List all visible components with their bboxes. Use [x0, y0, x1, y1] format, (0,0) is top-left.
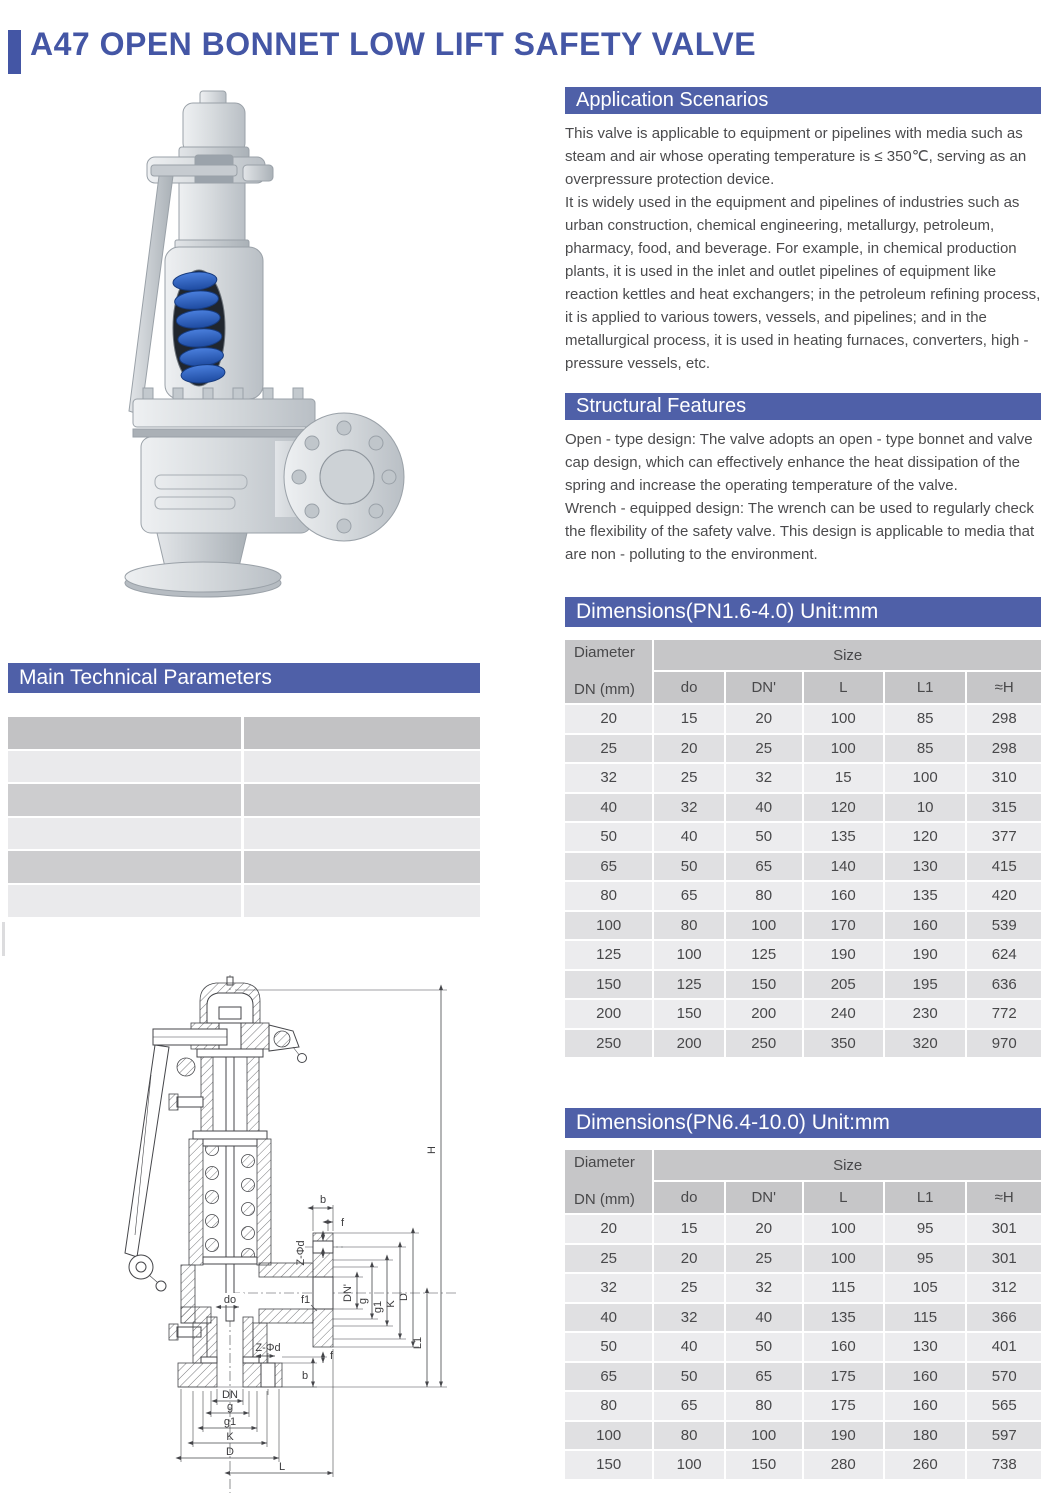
dimensions-table-pn16-40	[565, 640, 1041, 1057]
table-cell: 50	[726, 823, 802, 851]
header-cell-l1: L1	[885, 672, 965, 703]
drawing-top-nut	[219, 1007, 241, 1019]
page-edge-mark	[2, 922, 5, 956]
page-title: A47 OPEN BONNET LOW LIFT SAFETY VALVE	[30, 26, 757, 62]
table-cell: 160	[804, 882, 883, 910]
table-cell: 150	[565, 971, 652, 999]
application-paragraph-2: It is widely used in the equipment and pipelines of industries such as urban construction, chemical engineering, metallurgy, petroleum, pharmacy, food, and beverage. For example, in chemical production plants, it is used in the inlet and outlet pipelines of equipment like reaction kettles and heat exchangers; in the petroleum refining process, it is applied to various towers, vessels, and pipelines; and in the metallurgical process, it is used in heating furnaces, converters, high - pressure vessels, etc.	[565, 194, 1041, 372]
structural-paragraph-2: Wrench - equipped design: The wrench can be used to regularly check the flexibility of the safety valve. This design is applicable to media that are non - polluting to the environment.	[565, 500, 1035, 563]
table-cell: 310	[967, 764, 1041, 792]
header-cell-size-group: Size	[654, 640, 1041, 670]
table-cell: 570	[967, 1363, 1041, 1391]
table-cell: 135	[804, 823, 883, 851]
dim-label-K-right: K	[385, 1300, 397, 1308]
table-cell: 100	[565, 912, 652, 940]
table-cell: 738	[967, 1451, 1041, 1479]
table-cell: 624	[967, 941, 1041, 969]
table-cell: 20	[565, 705, 652, 733]
table-cell: 105	[885, 1274, 965, 1302]
table-cell: 772	[967, 1000, 1041, 1028]
section-title: Main Technical Parameters	[19, 666, 272, 689]
table-cell: 100	[654, 941, 724, 969]
table-cell: 160	[885, 1363, 965, 1391]
table-cell: 415	[967, 853, 1041, 881]
table-cell: 15	[654, 705, 724, 733]
table-cell: 130	[885, 853, 965, 881]
table-cell: 160	[804, 1333, 883, 1361]
table-header	[565, 640, 1041, 703]
header-cell-size-group: Size	[654, 1150, 1041, 1180]
table-cell: 85	[885, 705, 965, 733]
table-cell	[244, 885, 480, 917]
table-cell: 50	[565, 1333, 652, 1361]
table-cell: 32	[565, 764, 652, 792]
table-cell: 170	[804, 912, 883, 940]
dim-label-b-bottom: b	[301, 1370, 309, 1382]
header-cell-do: do	[654, 1182, 724, 1213]
dimensions-table-pn64-100	[565, 1150, 1041, 1479]
table-cell: 85	[885, 735, 965, 763]
table-cell: 20	[726, 705, 802, 733]
table-cell: 25	[726, 735, 802, 763]
section-header-parameters	[8, 663, 480, 693]
table-cell: 100	[885, 764, 965, 792]
photo-lever-bar	[151, 165, 237, 176]
application-text	[565, 122, 1043, 375]
header-cell-diameter: Diameter DN (mm)	[565, 640, 652, 703]
table-cell: 50	[726, 1333, 802, 1361]
table-cell: 115	[885, 1304, 965, 1332]
dim-label-f-bottom: f	[330, 1350, 334, 1362]
dim-label-g1: g1	[223, 1416, 237, 1428]
table-cell: 32	[726, 764, 802, 792]
table-cell: 100	[726, 912, 802, 940]
table-body	[565, 705, 1041, 1057]
table-cell	[8, 818, 241, 850]
table-cell: 20	[654, 735, 724, 763]
table-cell: 65	[565, 1363, 652, 1391]
table-cell: 200	[654, 1030, 724, 1058]
table-cell: 240	[804, 1000, 883, 1028]
table-cell: 597	[967, 1422, 1041, 1450]
table-cell: 125	[654, 971, 724, 999]
table-cell: 40	[654, 1333, 724, 1361]
table-cell: 10	[885, 794, 965, 822]
section-title: Dimensions(PN1.6-4.0) Unit:mm	[576, 600, 879, 623]
section-title: Application Scenarios	[576, 89, 769, 111]
valve-photo	[95, 85, 490, 605]
table-body	[565, 1215, 1041, 1479]
table-cell: 160	[885, 1392, 965, 1420]
drawing-bonnet-post-left	[201, 1057, 213, 1131]
table-cell: 250	[726, 1030, 802, 1058]
structural-paragraph-1: Open - type design: The valve adopts an open - type bonnet and valve cap design, which can effectively enhance the heat dissipation of the spring and increase the operating temperature of the valve.	[565, 431, 1033, 494]
table-cell: 20	[565, 1215, 652, 1243]
valve-technical-drawing	[85, 955, 465, 1500]
table-cell: 200	[565, 1000, 652, 1028]
table-cell: 15	[804, 764, 883, 792]
application-paragraph-1: This valve is applicable to equipment or pipelines with media such as steam and air whose operating temperature is ≤ 350℃, serving as an overpressure protection device.	[565, 125, 1027, 188]
table-cell: 15	[654, 1215, 724, 1243]
drawing-adjust-bolt	[177, 1097, 203, 1107]
table-cell: 80	[565, 1392, 652, 1420]
table-cell: 80	[565, 882, 652, 910]
header-cell-h: ≈H	[967, 672, 1041, 703]
table-cell: 120	[885, 823, 965, 851]
table-cell: 280	[804, 1451, 883, 1479]
dim-label-D-right: D	[398, 1293, 410, 1301]
table-cell	[8, 717, 241, 749]
dim-label-K: K	[226, 1431, 234, 1443]
table-cell: 100	[654, 1451, 724, 1479]
table-cell: 315	[967, 794, 1041, 822]
table-cell: 80	[726, 882, 802, 910]
table-cell: 125	[726, 941, 802, 969]
drawing-seat-wall-left	[207, 1317, 217, 1363]
table-cell: 80	[726, 1392, 802, 1420]
header-cell-l: L	[804, 672, 883, 703]
drawing-chamber-wall-left	[189, 1139, 203, 1265]
drawing-bonnet-post-right	[247, 1057, 259, 1131]
table-cell: 260	[885, 1451, 965, 1479]
table-cell: 312	[967, 1274, 1041, 1302]
drawing-outlet-wall-bottom	[259, 1309, 313, 1323]
dim-label-DN-prime: DN'	[342, 1284, 354, 1302]
table-cell: 115	[804, 1274, 883, 1302]
table-cell: 420	[967, 882, 1041, 910]
dim-label-b-top: b	[319, 1194, 327, 1206]
table-cell: 190	[885, 941, 965, 969]
table-cell	[8, 851, 241, 883]
drawing-seat-wall-right	[243, 1317, 253, 1363]
table-cell	[244, 751, 480, 783]
section-header-dimensions-pn16-40	[565, 597, 1041, 627]
table-cell: 100	[804, 1215, 883, 1243]
drawing-lever-arm	[125, 1045, 169, 1257]
photo-bottom-flange	[125, 562, 281, 592]
table-cell: 100	[804, 1245, 883, 1273]
table-cell: 100	[804, 735, 883, 763]
table-cell: 205	[804, 971, 883, 999]
table-cell: 32	[654, 794, 724, 822]
photo-neck	[179, 183, 245, 245]
dim-label-D: D	[226, 1446, 234, 1458]
table-cell: 65	[654, 1392, 724, 1420]
table-cell	[244, 784, 480, 816]
table-cell: 95	[885, 1215, 965, 1243]
table-cell: 40	[565, 794, 652, 822]
table-cell: 20	[726, 1215, 802, 1243]
table-cell: 120	[804, 794, 883, 822]
table-cell: 190	[804, 1422, 883, 1450]
table-cell: 160	[885, 912, 965, 940]
drawing-chamber-wall-right	[257, 1139, 271, 1265]
table-cell: 377	[967, 823, 1041, 851]
table-cell: 32	[654, 1304, 724, 1332]
table-cell: 135	[804, 1304, 883, 1332]
section-title: Dimensions(PN6.4-10.0) Unit:mm	[576, 1111, 890, 1134]
table-cell: 301	[967, 1245, 1041, 1273]
section-header-dimensions-pn64-100	[565, 1108, 1041, 1138]
table-cell: 50	[565, 823, 652, 851]
dim-label-bolt-top: Z-Φd	[295, 1240, 307, 1266]
drawing-lever-pivot	[177, 1058, 195, 1076]
dim-label-g-right: g	[357, 1297, 369, 1305]
table-cell: 190	[804, 941, 883, 969]
table-cell: 80	[654, 1422, 724, 1450]
table-cell: 350	[804, 1030, 883, 1058]
dim-label-DN: DN	[222, 1389, 238, 1401]
dim-label-g: g	[226, 1401, 234, 1413]
table-header	[565, 1150, 1041, 1213]
table-cell: 50	[654, 853, 724, 881]
section-header-structural	[565, 393, 1041, 420]
table-cell	[244, 717, 480, 749]
title-accent-bar	[8, 30, 21, 74]
table-cell: 140	[804, 853, 883, 881]
table-cell: 150	[726, 971, 802, 999]
table-cell: 40	[726, 1304, 802, 1332]
header-cell-do: do	[654, 672, 724, 703]
table-cell: 130	[885, 1333, 965, 1361]
structural-text	[565, 428, 1043, 566]
table-cell: 25	[726, 1245, 802, 1273]
table-cell: 200	[726, 1000, 802, 1028]
table-cell: 175	[804, 1392, 883, 1420]
header-cell-dn-prime: DN'	[726, 1182, 802, 1213]
table-cell	[244, 851, 480, 883]
table-cell: 95	[885, 1245, 965, 1273]
table-cell: 636	[967, 971, 1041, 999]
table-cell	[8, 751, 241, 783]
table-cell: 100	[726, 1422, 802, 1450]
table-cell: 50	[654, 1363, 724, 1391]
table-cell	[8, 885, 241, 917]
header-cell-l1: L1	[885, 1182, 965, 1213]
table-cell: 298	[967, 705, 1041, 733]
table-cell: 65	[726, 853, 802, 881]
table-cell: 40	[726, 794, 802, 822]
table-cell	[244, 818, 480, 850]
header-cell-dn-prime: DN'	[726, 672, 802, 703]
table-cell: 565	[967, 1392, 1041, 1420]
table-cell: 970	[967, 1030, 1041, 1058]
table-cell: 401	[967, 1333, 1041, 1361]
table-cell: 175	[804, 1363, 883, 1391]
table-cell: 40	[565, 1304, 652, 1332]
table-cell: 250	[565, 1030, 652, 1058]
table-cell: 100	[804, 705, 883, 733]
table-cell: 25	[565, 1245, 652, 1273]
section-title: Structural Features	[576, 395, 747, 417]
table-cell: 65	[726, 1363, 802, 1391]
table-cell	[8, 784, 241, 816]
table-cell: 230	[885, 1000, 965, 1028]
table-cell: 301	[967, 1215, 1041, 1243]
table-cell: 150	[565, 1451, 652, 1479]
table-cell: 100	[565, 1422, 652, 1450]
header-cell-diameter: Diameter DN (mm)	[565, 1150, 652, 1213]
table-cell: 125	[565, 941, 652, 969]
table-cell: 32	[726, 1274, 802, 1302]
dim-label-H: H	[426, 1146, 438, 1154]
dim-label-do: do	[223, 1294, 237, 1306]
dim-label-L1: L1	[412, 1336, 424, 1350]
table-cell: 195	[885, 971, 965, 999]
table-body	[8, 717, 480, 917]
dim-label-f1: f1	[301, 1294, 311, 1306]
table-cell: 80	[654, 912, 724, 940]
photo-cap	[183, 103, 245, 153]
table-cell: 25	[654, 764, 724, 792]
table-cell: 539	[967, 912, 1041, 940]
table-cell: 32	[565, 1274, 652, 1302]
parameters-table	[8, 717, 480, 917]
table-cell: 40	[654, 823, 724, 851]
dim-label-f-top: f	[341, 1217, 345, 1229]
section-header-application	[565, 87, 1041, 114]
header-cell-h: ≈H	[967, 1182, 1041, 1213]
table-cell: 180	[885, 1422, 965, 1450]
table-cell: 135	[885, 882, 965, 910]
drawing-spindle	[223, 1017, 237, 1321]
dim-label-g1-right: g1	[372, 1300, 384, 1314]
dim-label-L: L	[278, 1461, 286, 1473]
table-cell: 150	[654, 1000, 724, 1028]
table-cell: 20	[654, 1245, 724, 1273]
drawing-inlet-flange	[178, 1363, 217, 1387]
table-cell: 298	[967, 735, 1041, 763]
table-cell: 65	[654, 882, 724, 910]
table-cell: 65	[565, 853, 652, 881]
dim-label-bolt-bottom: Z-Φd	[255, 1342, 281, 1354]
table-cell: 25	[565, 735, 652, 763]
table-cell: 150	[726, 1451, 802, 1479]
table-cell: 366	[967, 1304, 1041, 1332]
table-cell: 320	[885, 1030, 965, 1058]
header-cell-l: L	[804, 1182, 883, 1213]
table-cell: 25	[654, 1274, 724, 1302]
photo-bonnet-flange	[133, 399, 315, 427]
